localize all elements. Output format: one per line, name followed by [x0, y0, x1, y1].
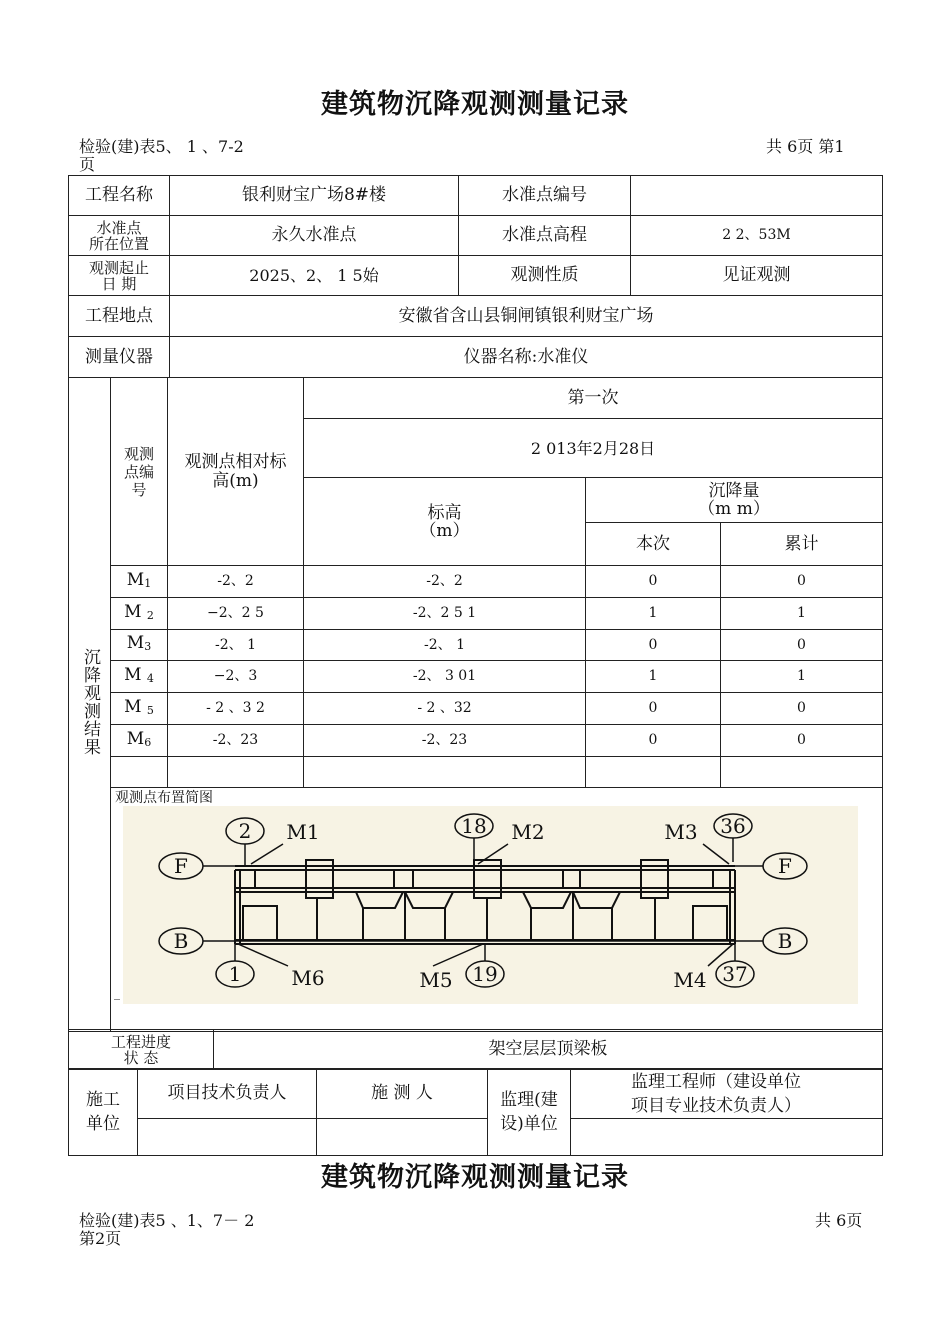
table-row [69, 630, 883, 661]
settlement-total: 0 [721, 630, 883, 661]
point-label: M $_4$ [111, 661, 168, 693]
point-label: $M_1$ [111, 566, 168, 598]
supervision-unit-label: 监理(建 设)单位 [488, 1069, 571, 1156]
site: 安徽省含山县铜闸镇银利财宝广场 [170, 296, 883, 337]
settlement-this: 1 [586, 598, 721, 630]
round-date: 2 013年2月28日 [304, 419, 883, 478]
supervisor-label: 监理工程师（建设单位 项目专业技术负责人） [571, 1069, 883, 1119]
settlement-total: 0 [721, 725, 883, 757]
page-tail: 页 [79, 155, 96, 174]
axis-b-right: B [777, 929, 793, 953]
settlement-total: 1 [721, 661, 883, 693]
marker-m5: M5 [419, 968, 453, 992]
marker-m4: M4 [673, 968, 707, 992]
grid-36: 36 [720, 814, 746, 838]
form-code: 检验(建)表5、 1 、7-2 [79, 137, 244, 156]
benchmark-no [631, 176, 883, 216]
axis-b-left: B [173, 929, 189, 953]
marker-m6: M6 [291, 966, 325, 990]
tech-lead-label: 项目技术负责人 [138, 1069, 317, 1119]
elevation: -2、 1 [304, 630, 586, 661]
construction-unit-label: 施工 单位 [69, 1069, 138, 1156]
settlement-header: 沉降量 （m m） [586, 478, 883, 523]
settlement-this: 0 [586, 693, 721, 725]
relative-elev: - 2 、3 2 [168, 693, 304, 725]
settlement-this: 1 [586, 661, 721, 693]
results-section-label [69, 378, 111, 1032]
cumulative-header: 累计 [721, 523, 883, 566]
grid-37: 37 [722, 962, 748, 986]
elevation: -2、2 [304, 566, 586, 598]
elevation: -2、 3 01 [304, 661, 586, 693]
grid-18: 18 [461, 814, 487, 838]
page-count: 共 6页 第1 [766, 137, 845, 156]
page-title: 建筑物沉降观测测量记录 [321, 89, 629, 120]
progress-value: 架空层层顶梁板 [214, 1030, 883, 1070]
grid-19: 19 [472, 962, 498, 986]
diagram-caption: 观测点布置简图 [115, 790, 213, 806]
table-row [69, 661, 883, 693]
settlement-total: 1 [721, 598, 883, 630]
this-time-header: 本次 [586, 523, 721, 566]
results-table [68, 377, 883, 1032]
nature: 见证观测 [631, 256, 883, 296]
settlement-this: 0 [586, 566, 721, 598]
diagram-cell [111, 788, 883, 1032]
signature-table [68, 1068, 883, 1156]
surveyor-signature [317, 1119, 488, 1156]
grid-1: 1 [228, 962, 242, 986]
point-label: $M_6$ [111, 725, 168, 757]
benchmark-elev-label: 水准点高程 [459, 216, 631, 256]
settlement-total: 0 [721, 693, 883, 725]
table-row [69, 693, 883, 725]
page2-title: 建筑物沉降观测测量记录 [321, 1162, 629, 1193]
diagram-dash: _ [114, 986, 120, 1000]
elevation: - 2 、32 [304, 693, 586, 725]
settlement-this: 0 [586, 725, 721, 757]
table-row [69, 598, 883, 630]
progress-table [68, 1029, 883, 1070]
supervisor-signature [571, 1119, 883, 1156]
grid-2: 2 [238, 819, 252, 843]
relative-elev-header: 观测点相对标 高(m) [168, 378, 304, 566]
period-label: 观测起止 日 期 [69, 256, 170, 296]
point-label: $M_3$ [111, 630, 168, 661]
site-label: 工程地点 [69, 296, 170, 337]
point-label: M $_5$ [111, 693, 168, 725]
relative-elev: -2、23 [168, 725, 304, 757]
axis-f-right: F [778, 854, 792, 878]
benchmark-no-label: 水准点编号 [459, 176, 631, 216]
point-no-header: 观测 点编 号 [111, 378, 168, 566]
elevation: -2、2 5 1 [304, 598, 586, 630]
table-row [69, 725, 883, 757]
benchmark-elev: 2 2、53M [631, 216, 883, 256]
round-label: 第一次 [304, 378, 883, 419]
instrument: 仪器名称:水准仪 [170, 337, 883, 378]
elevation: -2、23 [304, 725, 586, 757]
page2-page-count: 共 6页 [815, 1211, 863, 1230]
marker-m2: M2 [511, 820, 545, 844]
results-section-text: 沉降观测结果 [80, 648, 100, 756]
table-row-empty [69, 757, 883, 788]
benchmark-loc: 永久水准点 [170, 216, 459, 256]
settlement-total: 0 [721, 566, 883, 598]
tech-lead-signature [138, 1119, 317, 1156]
nature-label: 观测性质 [459, 256, 631, 296]
page2-page-no: 第2页 [79, 1229, 122, 1248]
axis-f-left: F [174, 854, 188, 878]
relative-elev: −2、3 [168, 661, 304, 693]
table-row [69, 566, 883, 598]
period: 2025、2、 1 5始 [170, 256, 459, 296]
project-name-label: 工程名称 [69, 176, 170, 216]
relative-elev: −2、2 5 [168, 598, 304, 630]
page2-form-code: 检验(建)表5 、1、7－ 2 [79, 1211, 255, 1230]
instrument-label: 测量仪器 [69, 337, 170, 378]
relative-elev: -2、 1 [168, 630, 304, 661]
marker-m3: M3 [664, 820, 698, 844]
settlement-this: 0 [586, 630, 721, 661]
surveyor-label: 施 测 人 [317, 1069, 488, 1119]
layout-plan [123, 806, 858, 1004]
benchmark-loc-label: 水准点 所在位置 [69, 216, 170, 256]
marker-m1: M1 [286, 820, 320, 844]
point-label: M $_2$ [111, 598, 168, 630]
project-name: 银利财宝广场8#楼 [170, 176, 459, 216]
relative-elev: -2、2 [168, 566, 304, 598]
info-table [68, 175, 883, 378]
elev-header: 标高 （m） [304, 478, 586, 566]
progress-label: 工程进度 状 态 [69, 1030, 214, 1070]
